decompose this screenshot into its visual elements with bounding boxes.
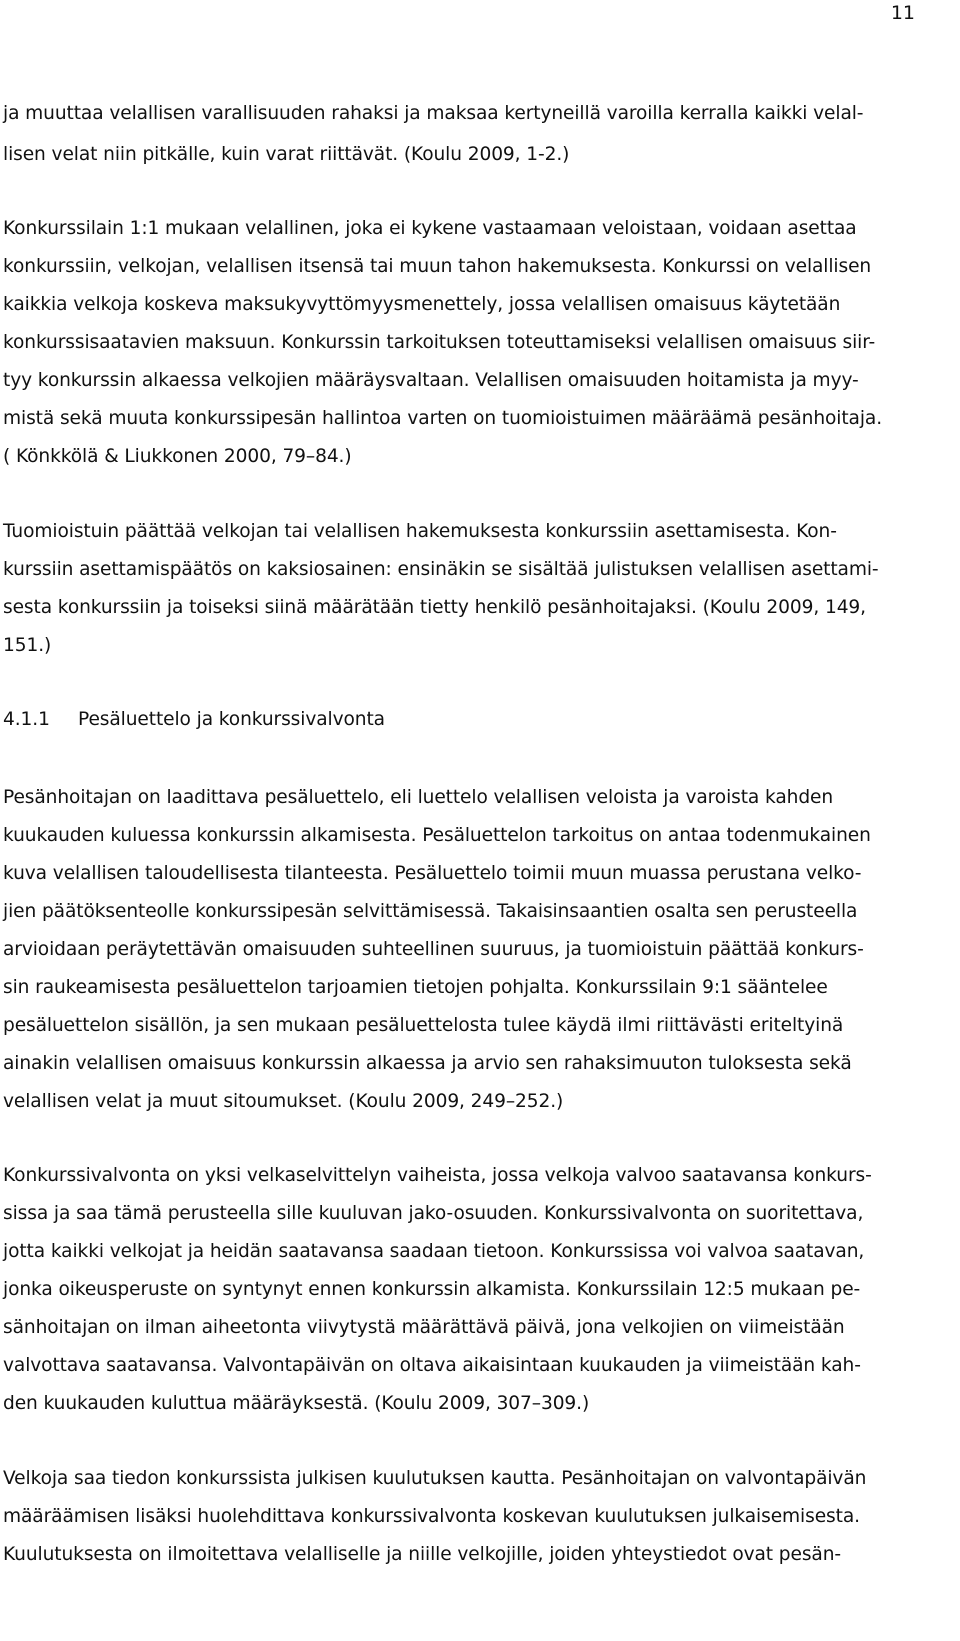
section-heading-number: 4.1.1 — [3, 709, 50, 730]
paragraph-4-line-1: Pesänhoitajan on laadittava pesäluettelo, eli luettelo velallisen veloista ja varoista kahden — [3, 787, 834, 808]
paragraph-2-line-2: konkurssiin, velkojan, velallisen itsensä tai muun tahon hakemuksesta. Konkurssi on velallisen — [3, 256, 872, 277]
paragraph-2-line-4: konkurssisaatavien maksuun. Konkurssin tarkoituksen toteuttamiseksi velallisen omaisuus siir- — [3, 332, 876, 353]
paragraph-3-line-3: sesta konkurssiin ja toiseksi siinä määrätään tietty henkilö pesänhoitajaksi. (Koulu 2009, 149, — [3, 597, 866, 618]
paragraph-5-line-2: sissa ja saa tämä perusteella sille kuuluvan jako-osuuden. Konkurssivalvonta on suoritettava, — [3, 1203, 864, 1224]
paragraph-5-line-7: den kuukauden kuluttua määräyksestä. (Koulu 2009, 307–309.) — [3, 1393, 590, 1414]
paragraph-5-line-3: jotta kaikki velkojat ja heidän saatavansa saadaan tietoon. Konkurssissa voi valvoa saatavan, — [3, 1241, 865, 1262]
paragraph-4-line-6: sin raukeamisesta pesäluettelon tarjoamien tietojen pohjalta. Konkurssilain 9:1 sääntelee — [3, 977, 828, 998]
paragraph-4-line-9: velallisen velat ja muut sitoumukset. (Koulu 2009, 249–252.) — [3, 1091, 564, 1112]
paragraph-2-line-5: tyy konkurssin alkaessa velkojien määräysvaltaan. Velallisen omaisuuden hoitamista ja myy- — [3, 370, 859, 391]
paragraph-4-line-3: kuva velallisen taloudellisesta tilanteesta. Pesäluettelo toimii muun muassa perustana velko- — [3, 863, 862, 884]
section-heading-title: Pesäluettelo ja konkurssivalvonta — [78, 709, 385, 730]
paragraph-5-line-6: valvottava saatavansa. Valvontapäivän on oltava aikaisintaan kuukauden ja viimeistään kah- — [3, 1355, 861, 1376]
paragraph-4-line-4: jien päätöksenteolle konkurssipesän selvittämisessä. Takaisinsaantien osalta sen perusteella — [3, 901, 858, 922]
paragraph-5-line-1: Konkurssivalvonta on yksi velkaselvittelyn vaiheista, jossa velkoja valvoo saatavansa konkurs- — [3, 1165, 872, 1186]
page-number: 11 — [890, 2, 915, 24]
paragraph-4-line-5: arvioidaan peräytettävän omaisuuden suhteellinen suuruus, ja tuomioistuin päättää konkurs- — [3, 939, 864, 960]
paragraph-2-line-7: ( Könkkölä & Liukkonen 2000, 79–84.) — [3, 446, 352, 467]
paragraph-5-line-4: jonka oikeusperuste on syntynyt ennen konkurssin alkamista. Konkurssilain 12:5 mukaan pe- — [3, 1279, 861, 1300]
section-heading — [3, 707, 385, 733]
paragraph-2-line-1: Konkurssilain 1:1 mukaan velallinen, joka ei kykene vastaamaan veloistaan, voidaan asettaa — [3, 218, 857, 239]
paragraph-4-line-8: ainakin velallisen omaisuus konkurssin alkaessa ja arvio sen rahaksimuuton tuloksesta sekä — [3, 1053, 852, 1074]
paragraph-6-line-1: Velkoja saa tiedon konkurssista julkisen kuulutuksen kautta. Pesänhoitajan on valvontapäivän — [3, 1468, 867, 1489]
paragraph-6-line-2: määräämisen lisäksi huolehdittava konkurssivalvonta koskevan kuulutuksen julkaisemisesta. — [3, 1506, 860, 1527]
paragraph-3-line-1: Tuomioistuin päättää velkojan tai velallisen hakemuksesta konkurssiin asettamisesta. Kon- — [3, 521, 837, 542]
paragraph-4-line-2: kuukauden kuluessa konkurssin alkamisesta. Pesäluettelon tarkoitus on antaa todenmukainen — [3, 825, 871, 846]
paragraph-6-line-3: Kuulutuksesta on ilmoitettava velalliselle ja niille velkojille, joiden yhteystiedot ovat pesän- — [3, 1544, 842, 1565]
paragraph-2-line-6: mistä sekä muuta konkurssipesän hallintoa varten on tuomioistuimen määräämä pesänhoitaja. — [3, 408, 883, 429]
paragraph-4-line-7: pesäluettelon sisällön, ja sen mukaan pesäluettelosta tulee käydä ilmi riittävästi eriteltyinä — [3, 1015, 844, 1036]
paragraph-2-line-3: kaikkia velkoja koskeva maksukyvyttömyysmenettely, jossa velallisen omaisuus käytetään — [3, 294, 841, 315]
paragraph-1-line-1: ja muuttaa velallisen varallisuuden rahaksi ja maksaa kertyneillä varoilla kerralla kaikki velal- — [3, 103, 864, 124]
paragraph-1-line-2: lisen velat niin pitkälle, kuin varat riittävät. (Koulu 2009, 1-2.) — [3, 144, 570, 165]
paragraph-3-line-4: 151.) — [3, 635, 52, 656]
paragraph-5-line-5: sänhoitajan on ilman aiheetonta viivytystä määrättävä päivä, jona velkojien on viimeistään — [3, 1317, 845, 1338]
paragraph-3-line-2: kurssiin asettamispäätös on kaksiosainen: ensinäkin se sisältää julistuksen velallisen asettami- — [3, 559, 879, 580]
